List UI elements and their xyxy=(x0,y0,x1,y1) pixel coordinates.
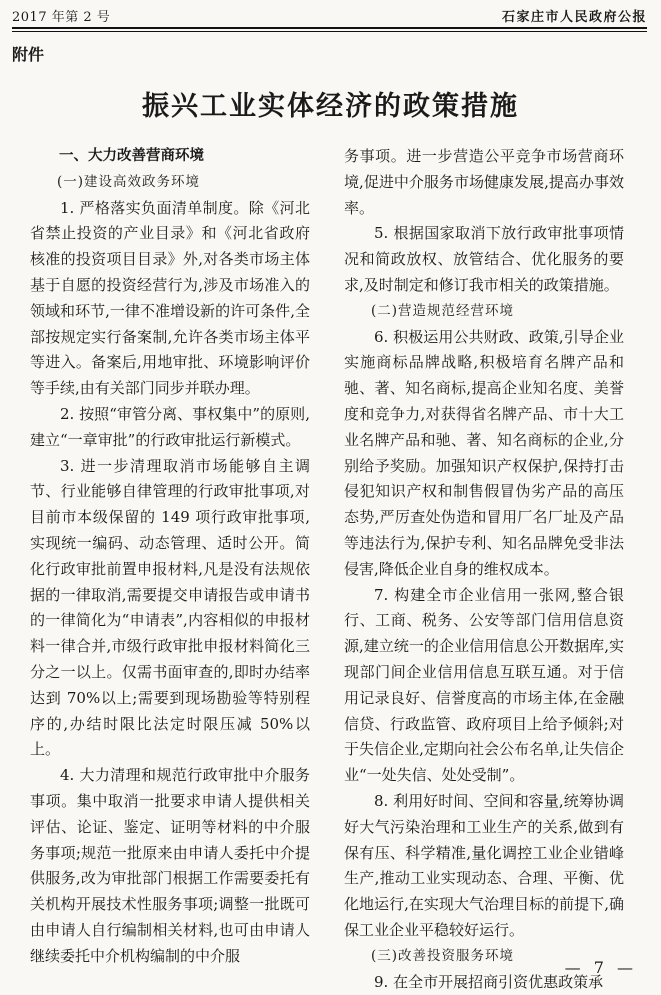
paragraph: 6. 积极运用公共财政、政策,引导企业实施商标品牌战略,积极培育名牌产品和驰、著、知名商标,提高企业知名度、美誉度和竞争力,对获得省名牌产品、市十大工业名牌产品和驰、著、知名商标的企业,分别给予奖励。加强知识产权保护,保持打击侵犯知识产权和制售假冒伪劣产品的高压态势,严厉查处伪造和冒用厂名厂址及产品等违法行为,保护专利、知名品牌免受非法侵害,降低企业自身的维权成本。 xyxy=(344,325,624,583)
paragraph: 4. 大力清理和规范行政审批中介服务事项。集中取消一批要求申请人提供相关评估、论证、鉴定、证明等材料的中介服务事项;规范一批原来由申请人委托中介提供服务,改为审批部门根据工作需要委托有关机构开展技术性服务事项;调整一批既可由申请人自行编制相关材料,也可由申请人继续委托中介机构编制的中介服 xyxy=(30,763,310,969)
document-title: 振兴工业实体经济的政策措施 xyxy=(0,84,661,123)
paragraph: 2. 按照“审管分离、事权集中”的原则,建立“一章审批”的行政审批运行新模式。 xyxy=(30,402,310,454)
paragraph-continued: 务事项。进一步营造公平竞争市场营商环境,促进中介服务市场健康发展,提高办事效率。 xyxy=(344,144,624,221)
issue-label: 2017 年第 2 号 xyxy=(12,6,110,25)
left-column xyxy=(30,144,310,970)
subsection-heading: (二)营造规范经营环境 xyxy=(344,299,624,325)
section-heading: 一、大力改善营商环境 xyxy=(30,144,310,170)
paragraph: 7. 构建全市企业信用一张网,整合银行、工商、税务、公安等部门信用信息资源,建立统一的企业信用信息公开数据库,实现部门间企业信用信息互联互通。对于信用记录良好、信誉度高的市场主体,在金融信贷、行政监管、政府项目上给予倾斜;对于失信企业,定期向社会公布名单,让失信企业“一处失信、处处受制”。 xyxy=(344,583,624,789)
paragraph: 5. 根据国家取消下放行政审批事项情况和简政放权、放管结合、优化服务的要求,及时制定和修订我市相关的政策措施。 xyxy=(344,221,624,298)
publication-name: 石家庄市人民政府公报 xyxy=(502,6,647,25)
header-rule-thick xyxy=(12,27,647,29)
right-column xyxy=(344,144,624,995)
paragraph: 8. 利用好时间、空间和容量,统筹协调好大气污染治理和工业生产的关系,做到有保有压、科学精准,量化调控工业企业错峰生产,推动工业实现动态、合理、平衡、优化地运行,在实现大气治理目标的前提下,确保工业企业平稳较好运行。 xyxy=(344,789,624,944)
running-header xyxy=(0,0,661,34)
header-rule-thin xyxy=(12,31,647,32)
subsection-heading: (一)建设高效政务环境 xyxy=(30,170,310,196)
subsection-heading: (三)改善投资服务环境 xyxy=(344,944,624,970)
attachment-label: 附件 xyxy=(12,42,44,65)
paragraph: 1. 严格落实负面清单制度。除《河北省禁止投资的产业目录》和《河北省政府核准的投资项目目录》外,对各类市场主体基于自愿的投资经营行为,涉及市场准入的领域和环节,一律不准增设新的许可条件,全部按规定实行备案制,允许各类市场主体平等进入。备案后,用地审批、环境影响评价等手续,由有关部门同步并联办理。 xyxy=(30,196,310,402)
page-number: — 7 — xyxy=(565,958,637,977)
paragraph: 9. 在全市开展招商引资优惠政策承 xyxy=(344,970,624,995)
paragraph: 3. 进一步清理取消市场能够自主调节、行业能够自律管理的行政审批事项,对目前市本级保留的 149 项行政审批事项,实现统一编码、动态管理、适时公开。简化行政审批前置申报材料,凡是没有法规依据的一律取消,需要提交申请报告或申请书的一律简化为“申请表”,内容相似的申报材料一律合并,市级行政审批申报材料简化三分之一以上。仅需书面审查的,即时办结率达到 70%以上;需要到现场勘验等特别程序的,办结时限比法定时限压减 50%以上。 xyxy=(30,454,310,764)
